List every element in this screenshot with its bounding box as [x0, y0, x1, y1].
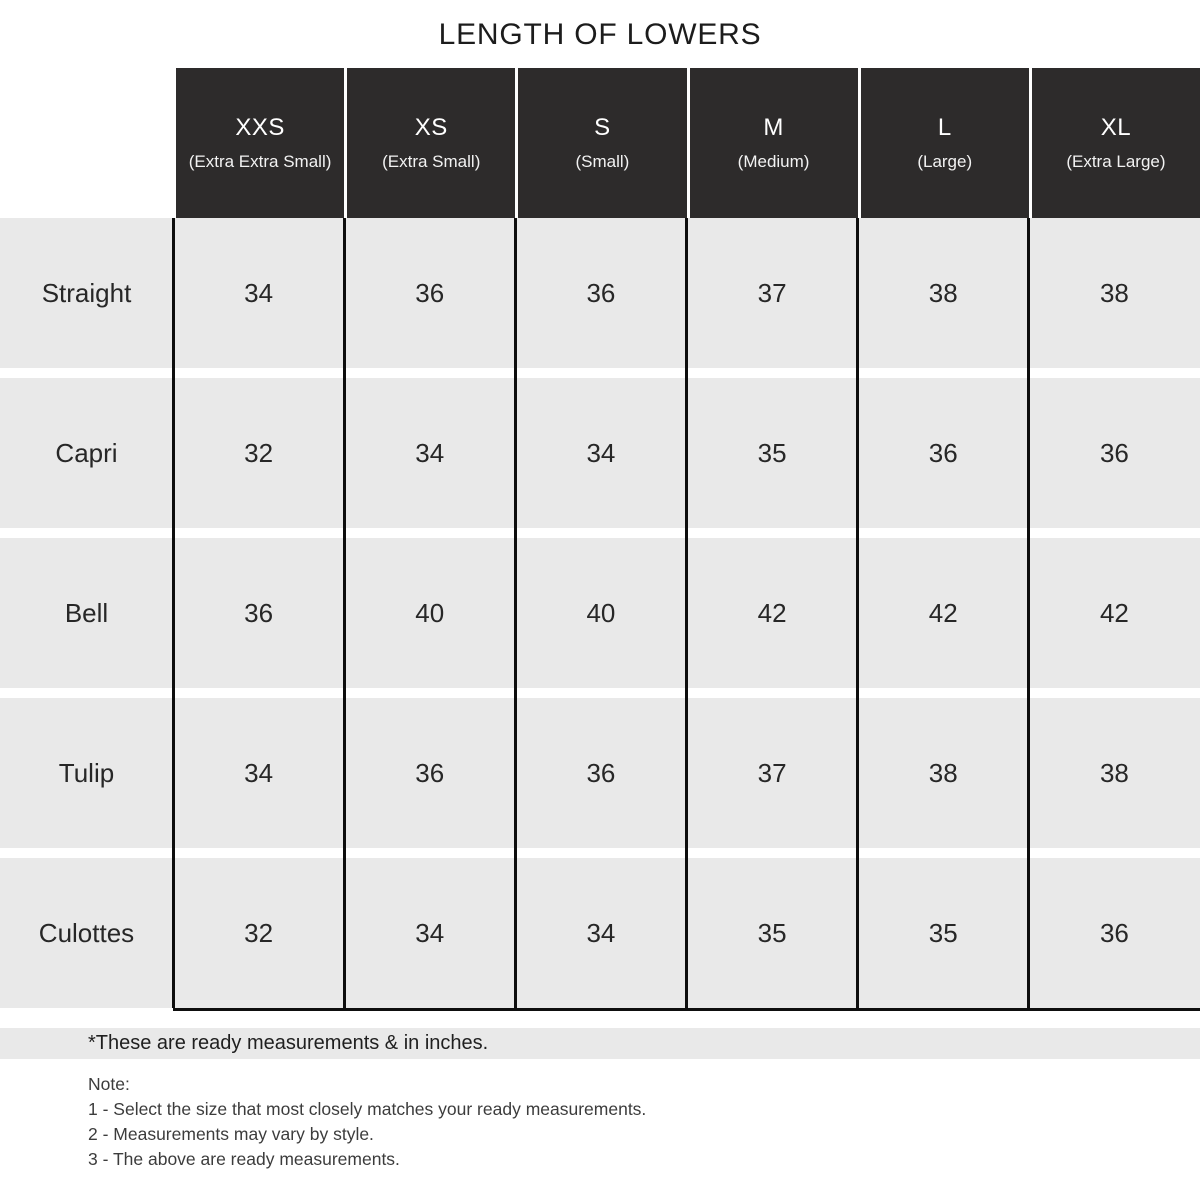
note-item: 2 - Measurements may vary by style.	[88, 1124, 374, 1144]
table-body	[0, 218, 1200, 1008]
size-code: XXS	[235, 114, 285, 141]
size-value-cell: 36	[1029, 378, 1200, 528]
table-header-row	[0, 68, 1200, 218]
size-value-cell: 40	[344, 538, 515, 688]
size-value-cell: 36	[344, 218, 515, 368]
size-value-cell: 32	[173, 378, 344, 528]
table-bottom-border	[173, 1008, 1200, 1011]
size-value-cell: 38	[858, 218, 1029, 368]
size-value-cell: 35	[687, 378, 858, 528]
size-value-cell: 34	[173, 218, 344, 368]
column-divider	[172, 218, 175, 1008]
size-desc: (Extra Small)	[382, 152, 481, 171]
size-value-cell: 34	[515, 858, 686, 1008]
size-value-cell: 42	[858, 538, 1029, 688]
column-header-xs	[344, 68, 515, 218]
row-label: Culottes	[0, 858, 173, 1008]
column-header-m	[687, 68, 858, 218]
size-code: XL	[1100, 114, 1132, 141]
size-desc: (Extra Large)	[1066, 152, 1166, 171]
column-header-s	[515, 68, 686, 218]
size-value-cell: 38	[1029, 218, 1200, 368]
size-value-cell: 36	[515, 698, 686, 848]
size-code: L	[937, 114, 952, 141]
row-label: Capri	[0, 378, 173, 528]
column-divider	[685, 218, 688, 1008]
row-label: Tulip	[0, 698, 173, 848]
table-row-tulip	[0, 698, 1200, 848]
size-code: XS	[414, 114, 448, 141]
size-value-cell: 36	[1029, 858, 1200, 1008]
size-desc: (Medium)	[737, 152, 810, 171]
column-divider	[343, 218, 346, 1008]
footnote-strip	[0, 1028, 1200, 1059]
size-value-cell: 36	[858, 378, 1029, 528]
size-value-cell: 34	[173, 698, 344, 848]
size-value-cell: 34	[515, 378, 686, 528]
row-label: Bell	[0, 538, 173, 688]
size-value-cell: 34	[344, 858, 515, 1008]
size-chart-table	[0, 68, 1200, 1008]
size-value-cell: 36	[344, 698, 515, 848]
notes-block	[88, 1072, 646, 1172]
size-value-cell: 35	[858, 858, 1029, 1008]
column-header-xl	[1029, 68, 1200, 218]
note-item: 3 - The above are ready measurements.	[88, 1149, 400, 1169]
table-row-capri	[0, 378, 1200, 528]
size-value-cell: 37	[687, 698, 858, 848]
size-value-cell: 38	[858, 698, 1029, 848]
size-value-cell: 38	[1029, 698, 1200, 848]
size-value-cell: 37	[687, 218, 858, 368]
column-divider	[856, 218, 859, 1008]
column-header-l	[858, 68, 1029, 218]
table-row-bell	[0, 538, 1200, 688]
table-row-culottes	[0, 858, 1200, 1008]
size-value-cell: 36	[173, 538, 344, 688]
size-value-cell: 35	[687, 858, 858, 1008]
column-divider	[514, 218, 517, 1008]
footnote-text: *These are ready measurements & in inches.	[88, 1032, 489, 1054]
size-code: M	[763, 114, 784, 141]
column-divider	[1027, 218, 1030, 1008]
size-desc: (Large)	[917, 152, 973, 171]
column-header-xxs	[173, 68, 344, 218]
note-item: 1 - Select the size that most closely matches your ready measurements.	[88, 1099, 647, 1119]
size-value-cell: 34	[344, 378, 515, 528]
size-desc: (Extra Extra Small)	[188, 152, 332, 171]
page-title: LENGTH OF LOWERS	[438, 18, 762, 51]
row-label: Straight	[0, 218, 173, 368]
corner-cell	[0, 68, 173, 218]
size-value-cell: 42	[687, 538, 858, 688]
size-desc: (Small)	[575, 152, 630, 171]
note-heading: Note:	[88, 1074, 130, 1094]
size-value-cell: 42	[1029, 538, 1200, 688]
size-value-cell: 36	[515, 218, 686, 368]
table-row-straight	[0, 218, 1200, 368]
size-value-cell: 40	[515, 538, 686, 688]
size-code: S	[594, 114, 611, 141]
size-value-cell: 32	[173, 858, 344, 1008]
